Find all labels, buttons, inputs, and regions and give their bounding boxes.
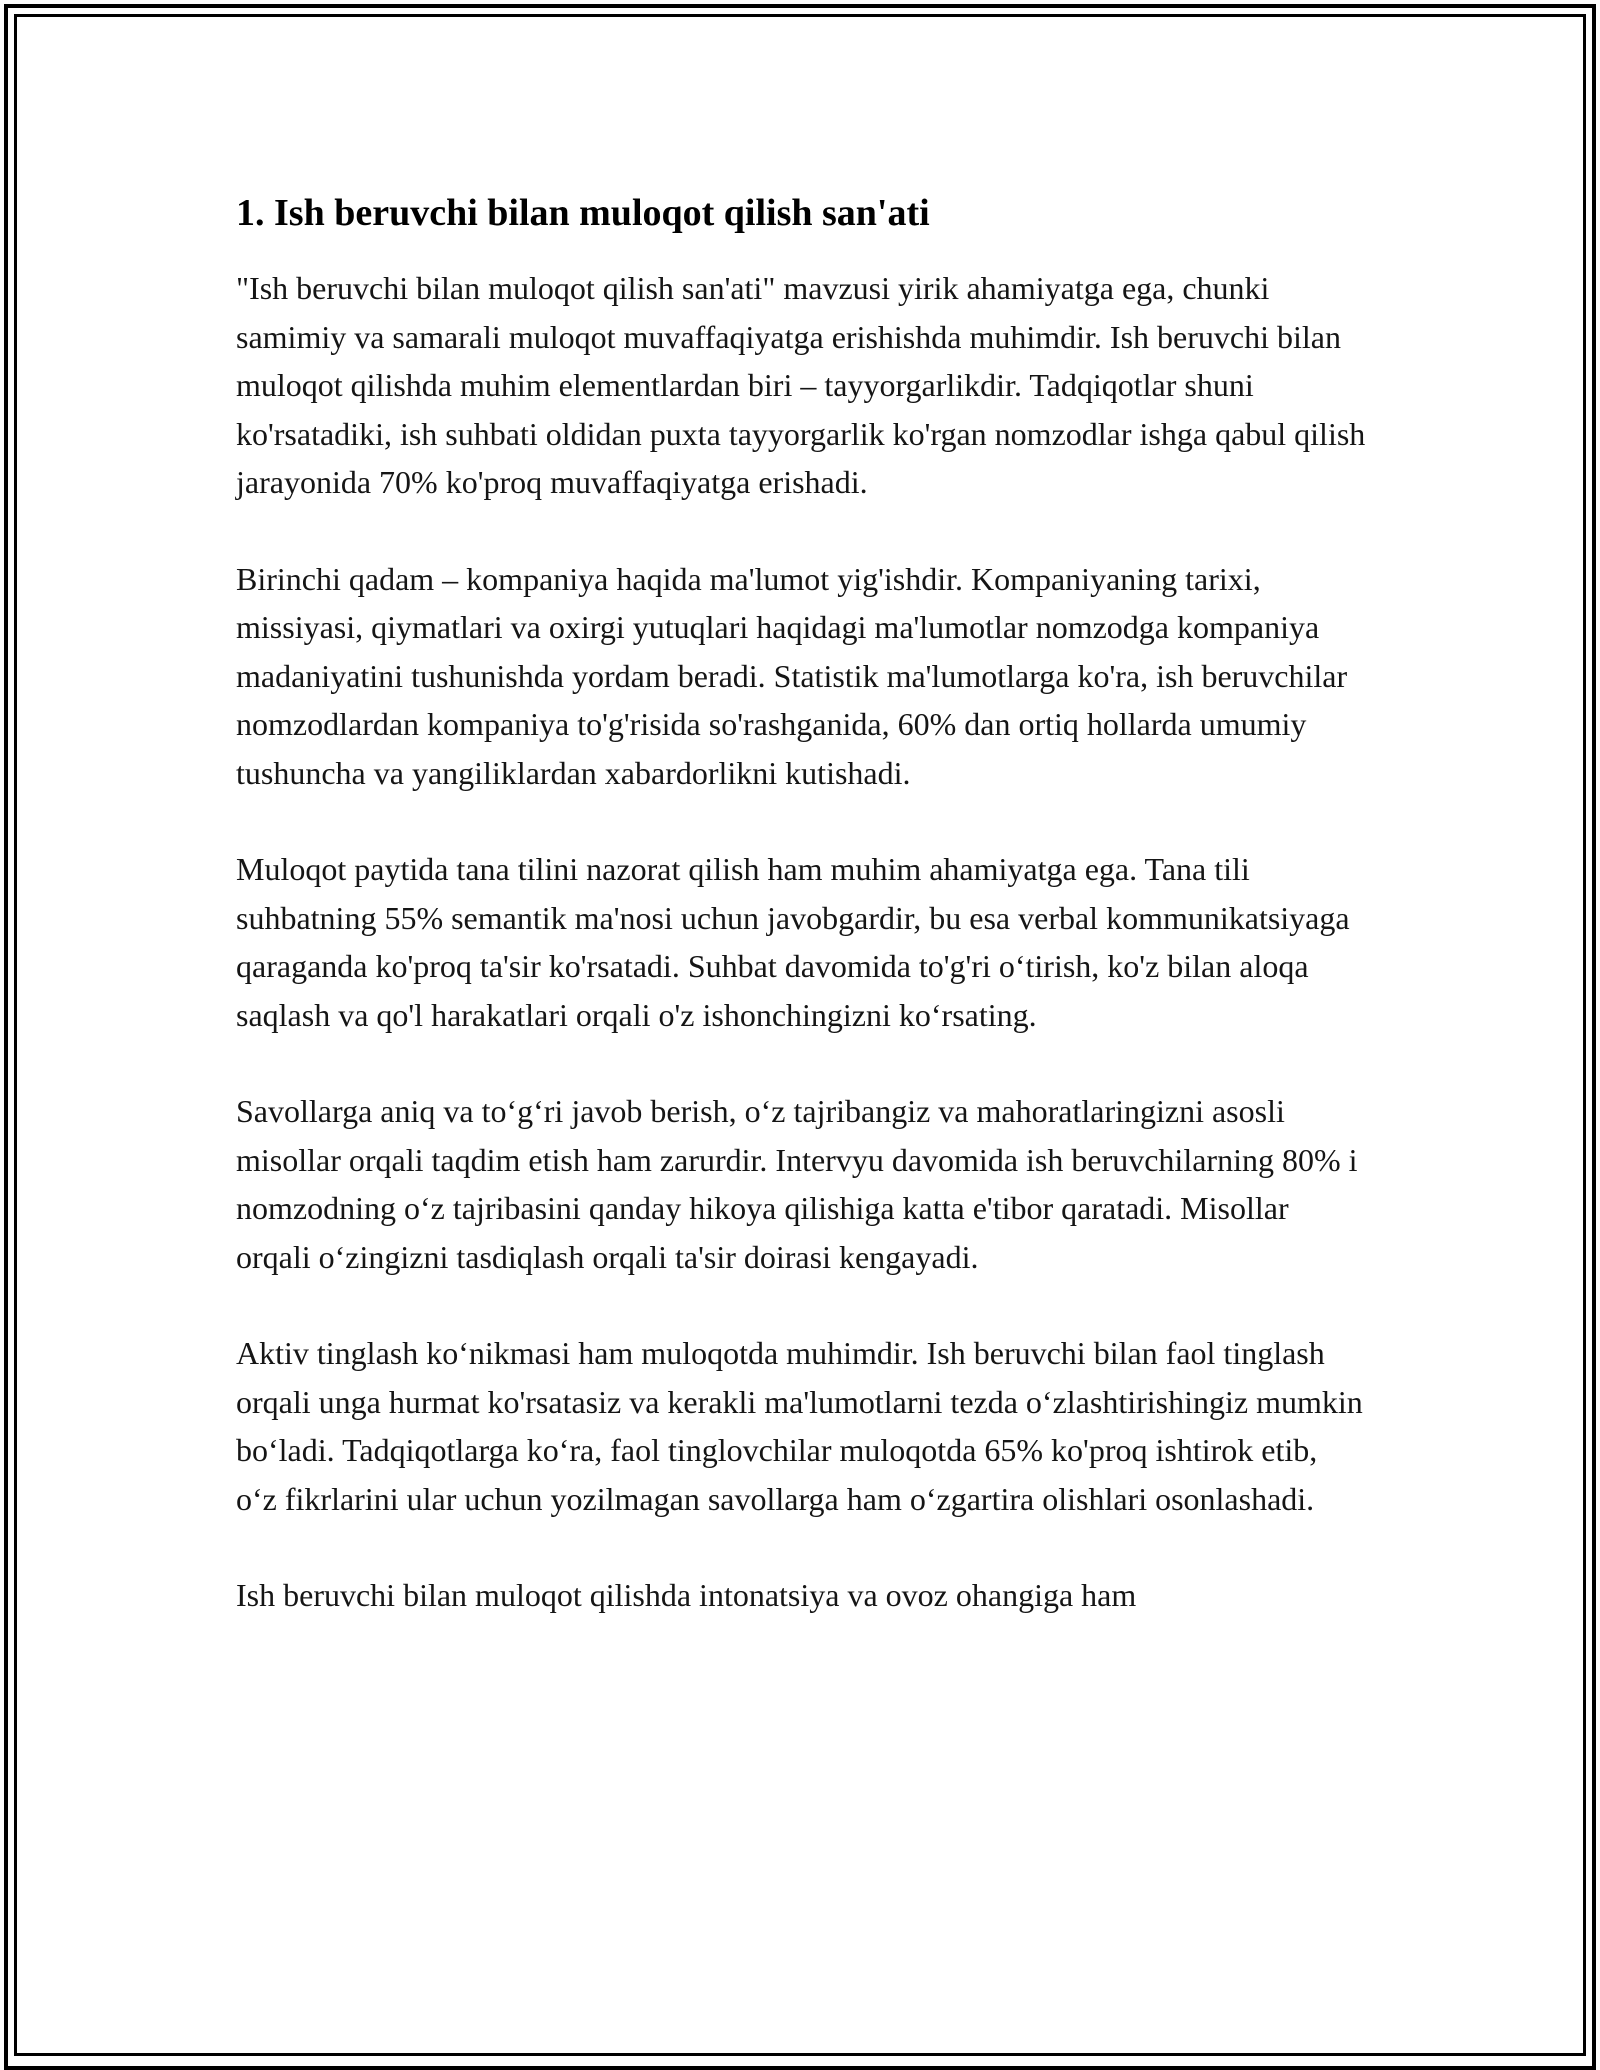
- paragraph-answering-questions: Savollarga aniq va toʻgʻri javob berish, oʻz tajribangiz va mahoratlaringizni asosli misollar orqali taqdim etish ham zarurdir. Intervyu davomida ish beruvchilarning 80% i nomzodning oʻz tajribasini qanday hikoya qilishiga katta e'tibor qaratadi. Misollar orqali oʻzingizni tasdiqlash orqali ta'sir doirasi kengayadi.: [236, 1093, 1358, 1275]
- document-body: [236, 186, 1366, 1620]
- paragraph-body-language: Muloqot paytida tana tilini nazorat qilish ham muhim ahamiyatga ega. Tana tili suhbatning 55% semantik ma'nosi uchun javobgardir, bu esa verbal kommunikatsiyaga qaraganda ko'proq ta'sir ko'rsatadi. Suhbat davomida to'g'ri oʻtirish, ko'z bilan aloqa saqlash va qo'l harakatlari orqali o'z ishonchingizni koʻrsating.: [236, 851, 1350, 1033]
- paragraph-intro: "Ish beruvchi bilan muloqot qilish san'ati" mavzusi yirik ahamiyatga ega, chunki samimiy va samarali muloqot muvaffaqiyatga erishishda muhimdir. Ish beruvchi bilan muloqot qilishda muhim elementlardan biri – tayyorgarlikdir. Tadqiqotlar shuni ko'rsatadiki, ish suhbati oldidan puxta tayyorgarlik ko'rgan nomzodlar ishga qabul qilish jarayonida 70% ko'proq muvaffaqiyatga erishadi.: [236, 270, 1366, 500]
- paragraph-company-research: Birinchi qadam – kompaniya haqida ma'lumot yig'ishdir. Kompaniyaning tarixi, missiyasi, qiymatlari va oxirgi yutuqlari haqidagi ma'lumotlar nomzodga kompaniya madaniyatini tushunishda yordam beradi. Statistik ma'lumotlarga ko'ra, ish beruvchilar nomzodlardan kompaniya to'g'risida so'rashganida, 60% dan ortiq hollarda umumiy tushuncha va yangiliklardan xabardorlikni kutishadi.: [236, 560, 1348, 791]
- section-heading: 1. Ish beruvchi bilan muloqot qilish san'ati: [236, 192, 930, 234]
- paragraph-intonation: Ish beruvchi bilan muloqot qilishda intonatsiya va ovoz ohangiga ham: [236, 1577, 1137, 1613]
- paragraph-active-listening: Aktiv tinglash koʻnikmasi ham muloqotda muhimdir. Ish beruvchi bilan faol tinglash orqali unga hurmat ko'rsatasiz va kerakli ma'lumotlarni tezda oʻzlashtirishingiz mumkin boʻladi. Tadqiqotlarga koʻra, faol tinglovchilar muloqotda 65% ko'proq ishtirok etib, oʻz fikrlarini ular uchun yozilmagan savollarga ham oʻzgartira olishlari osonlashadi.: [236, 1335, 1363, 1517]
